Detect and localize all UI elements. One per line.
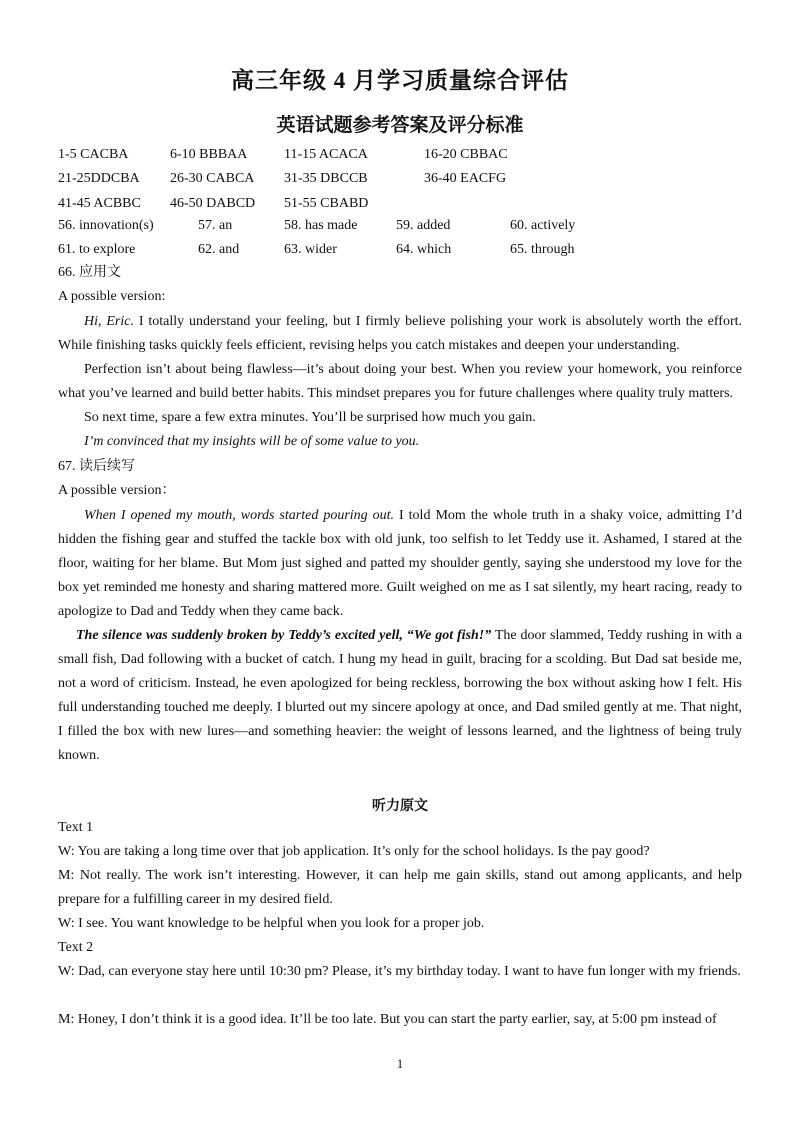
dialogue-line: W: You are taking a long time over that job application. It’s only for the school holidays. Is the pay good? bbox=[58, 844, 650, 859]
answer-row-1 bbox=[58, 145, 758, 165]
answer-cell: 46-50 DABCD bbox=[170, 196, 256, 211]
answer-row-2 bbox=[58, 169, 758, 189]
listening-heading: 听力原文 bbox=[372, 799, 428, 814]
section-66-paragraph-3: So next time, spare a few extra minutes. You’ll be surprised how much you gain. bbox=[84, 410, 536, 425]
answer-cell: 64. which bbox=[396, 242, 452, 257]
answer-row-5 bbox=[58, 240, 758, 260]
answer-cell: 1-5 CACBA bbox=[58, 147, 129, 162]
answer-cell: 6-10 BBBAA bbox=[170, 147, 248, 162]
answer-cell: 31-35 DBCCB bbox=[284, 171, 368, 186]
answer-cell: 61. to explore bbox=[58, 242, 136, 257]
answer-cell: 65. through bbox=[510, 242, 575, 257]
section-67-label: A possible version： bbox=[58, 483, 176, 498]
answer-cell: 56. innovation(s) bbox=[58, 218, 154, 233]
answer-cell: 57. an bbox=[198, 218, 233, 233]
paragraph-text: I told Mom the whole truth in a shaky voice, admitting I’d hidden the fishing gear and stuffed the tackle box with old junk, too selfish to let Teddy use it. Ashamed, I stared at the floor, waiting for her blame. But Mom just sighed and patted my shoulder gently, saying she understood my love for the box yet reminded me honesty and sharing mattered more. Guilt weighed on me as I sat silently, my heart racing, ready to apologize to Dad and Teddy when they came back. bbox=[58, 508, 742, 619]
answer-cell: 41-45 ACBBC bbox=[58, 196, 141, 211]
answer-cell: 60. actively bbox=[510, 218, 576, 233]
text-2-label: Text 2 bbox=[58, 940, 94, 955]
section-67-paragraph-1 bbox=[58, 504, 742, 624]
paragraph-text: The door slammed, Teddy rushing in with a small fish, Dad following with a bucket of catch. I hung my head in guilt, bracing for a scolding. But Dad sat beside me, not a word of criticism. Instead, he even apologized for being reckless, borrowing the box without asking how I felt. His full understanding touched me deeply. I blurted out my sincere apology at once, and Dad smiled gently at me. That night, I filled the box with new lures—and something heavier: the weight of lessons learned, and the lightness of being truly known. bbox=[58, 628, 742, 763]
section-66-paragraph-4 bbox=[58, 430, 742, 454]
answer-row-4 bbox=[58, 216, 758, 236]
closing-line: I’m convinced that my insights will be of some value to you. bbox=[84, 434, 420, 449]
section-66-heading: 66. 应用文 bbox=[58, 265, 121, 280]
text-1-label: Text 1 bbox=[58, 820, 94, 835]
dialogue-line: W: I see. You want knowledge to be helpful when you look for a proper job. bbox=[58, 916, 485, 931]
page-number: 1 bbox=[396, 1056, 404, 1071]
answer-cell: 58. has made bbox=[284, 218, 358, 233]
answer-cell: 59. added bbox=[396, 218, 451, 233]
greeting: Hi, Eric. bbox=[84, 314, 134, 329]
section-67-paragraph-2 bbox=[58, 624, 742, 768]
answer-cell: 62. and bbox=[198, 242, 240, 257]
section-66-label: A possible version: bbox=[58, 289, 166, 304]
answer-cell: 16-20 CBBAC bbox=[424, 147, 508, 162]
answer-cell: 63. wider bbox=[284, 242, 337, 257]
answer-cell: 26-30 CABCA bbox=[170, 171, 255, 186]
page-title: 高三年级 4 月学习质量综合评估 bbox=[231, 68, 569, 93]
answer-cell: 51-55 CBABD bbox=[284, 196, 369, 211]
section-67-heading: 67. 读后续写 bbox=[58, 459, 135, 474]
dialogue-line: M: Honey, I don’t think it is a good idea. It’ll be too late. But you can start the party earlier, say, at 5:00 pm instead of bbox=[58, 1012, 717, 1027]
answer-cell: 21-25DDCBA bbox=[58, 171, 140, 186]
paragraph-text: I totally understand your feeling, but I firmly believe polishing your work is absolutely worth the effort. While finishing tasks quickly feels efficient, revising helps you catch mistakes and deepen your understanding. bbox=[58, 314, 742, 353]
answer-row-3 bbox=[58, 194, 758, 214]
given-opening-sentence: When I opened my mouth, words started pouring out. bbox=[84, 508, 395, 523]
answer-cell: 11-15 ACACA bbox=[284, 147, 368, 162]
answer-cell: 36-40 EACFG bbox=[424, 171, 507, 186]
section-66-paragraph-1 bbox=[58, 310, 742, 358]
given-opening-sentence: The silence was suddenly broken by Teddy’s excited yell, “We got fish!” bbox=[76, 628, 492, 643]
page-subtitle: 英语试题参考答案及评分标准 bbox=[276, 115, 524, 136]
dialogue-line: W: Dad, can everyone stay here until 10:30 pm? Please, it’s my birthday today. I want to have fun longer with my friends. bbox=[58, 964, 741, 979]
section-66-paragraph-2: Perfection isn’t about being flawless—it’s about doing your best. When you review your homework, you reinforce what you’ve learned and build better habits. This mindset prepares you for future challenges where quality truly matters. bbox=[58, 362, 742, 401]
dialogue-line: M: Not really. The work isn’t interesting. However, it can help me gain skills, stand out among applicants, and help prepare for a fulfilling career in my desired field. bbox=[58, 868, 742, 907]
